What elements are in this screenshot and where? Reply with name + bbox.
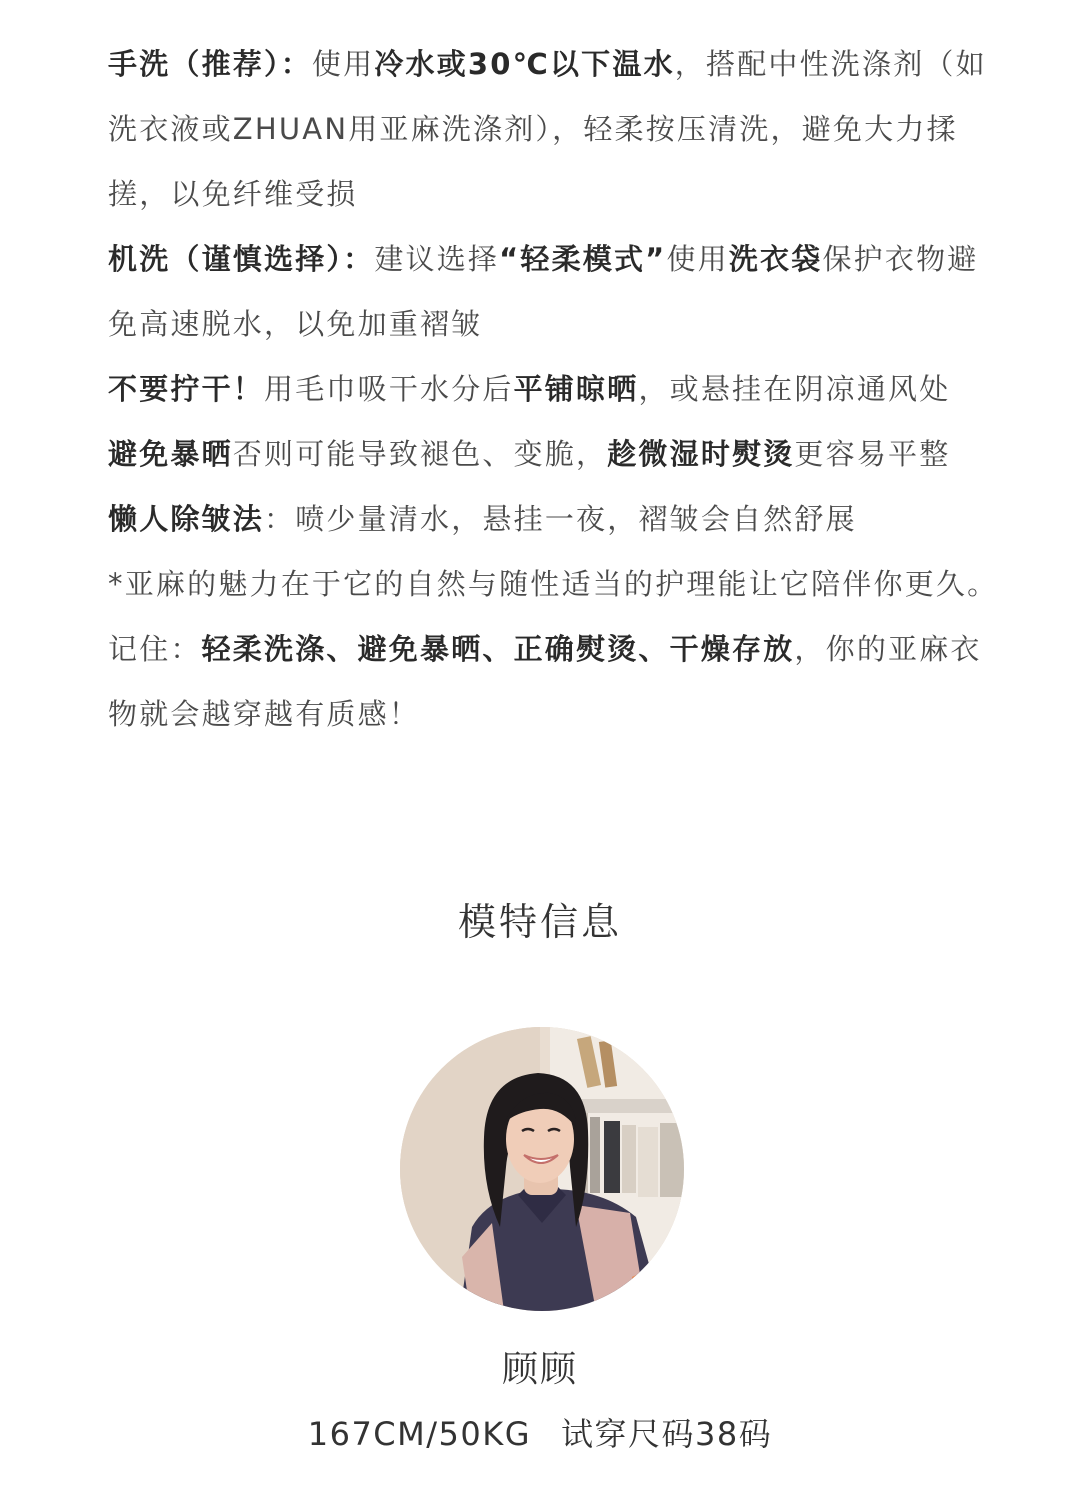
- model-stats: [0, 1408, 1080, 1460]
- hand-wash-text-1: 使用: [311, 47, 375, 81]
- machine-wash-laundry-bag: 洗衣袋: [728, 242, 823, 276]
- lazy-text: ：喷少量清水，悬挂一夜，褶皱会自然舒展: [264, 502, 857, 536]
- sun-paragraph: [108, 422, 1008, 487]
- hand-wash-water-temp: 冷水或30℃以下温水: [374, 47, 675, 81]
- machine-wash-text-3: 保护衣物避免高速脱水，以免加重褶皱: [108, 242, 979, 341]
- avoid-sun-label: 避免暴晒: [108, 437, 233, 471]
- care-instructions: [108, 32, 1008, 747]
- machine-wash-label: 机洗（谨慎选择）：: [108, 242, 375, 276]
- model-section-title: 模特信息: [457, 900, 622, 944]
- model-name: 顾顾: [501, 1349, 578, 1390]
- model-trial-size: 试穿尺码38码: [561, 1415, 773, 1453]
- machine-wash-gentle-mode: “轻柔模式”: [499, 242, 667, 276]
- machine-wash-text-2: 使用: [666, 242, 729, 276]
- machine-wash-text-1: 建议选择: [374, 242, 500, 276]
- note-key-points: 轻柔洗涤、避免暴晒、正确熨烫、干燥存放: [201, 632, 795, 666]
- no-wring-paragraph: [108, 357, 1008, 422]
- no-wring-text-1: 用毛巾吸干水分后: [264, 372, 514, 406]
- sun-text-1: 否则可能导致褪色、变脆，: [232, 437, 608, 471]
- note-paragraph: [108, 552, 1008, 747]
- lazy-label: 懒人除皱法: [108, 502, 265, 536]
- sun-text-2: 更容易平整: [794, 437, 951, 471]
- no-wring-flat-dry: 平铺晾晒: [513, 372, 639, 406]
- lazy-paragraph: [108, 487, 1008, 552]
- machine-wash-paragraph: [108, 227, 1008, 357]
- no-wring-label: 不要拧干！: [108, 372, 265, 406]
- hand-wash-text-2: ，搭配中性洗涤剂（如洗衣液或ZHUAN用亚麻洗涤剂），轻柔按压清洗，避免大力揉搓，以免纤维受损: [108, 47, 987, 211]
- model-avatar: [400, 1027, 684, 1311]
- no-wring-text-2: ，或悬挂在阴凉通风处: [638, 372, 951, 406]
- model-photo-illustration: [400, 1027, 684, 1311]
- note-text-1: *亚麻的魅力在于它的自然与随性适当的护理能让它陪伴你更久。记住：: [108, 567, 999, 666]
- model-height-weight: 167CM/50KG: [307, 1415, 532, 1453]
- hand-wash-label: 手洗（推荐）：: [108, 47, 312, 81]
- iron-damp-label: 趁微湿时熨烫: [607, 437, 795, 471]
- note-text-2: ，你的亚麻衣物就会越穿越有质感！: [108, 632, 982, 731]
- hand-wash-paragraph: [108, 32, 1008, 227]
